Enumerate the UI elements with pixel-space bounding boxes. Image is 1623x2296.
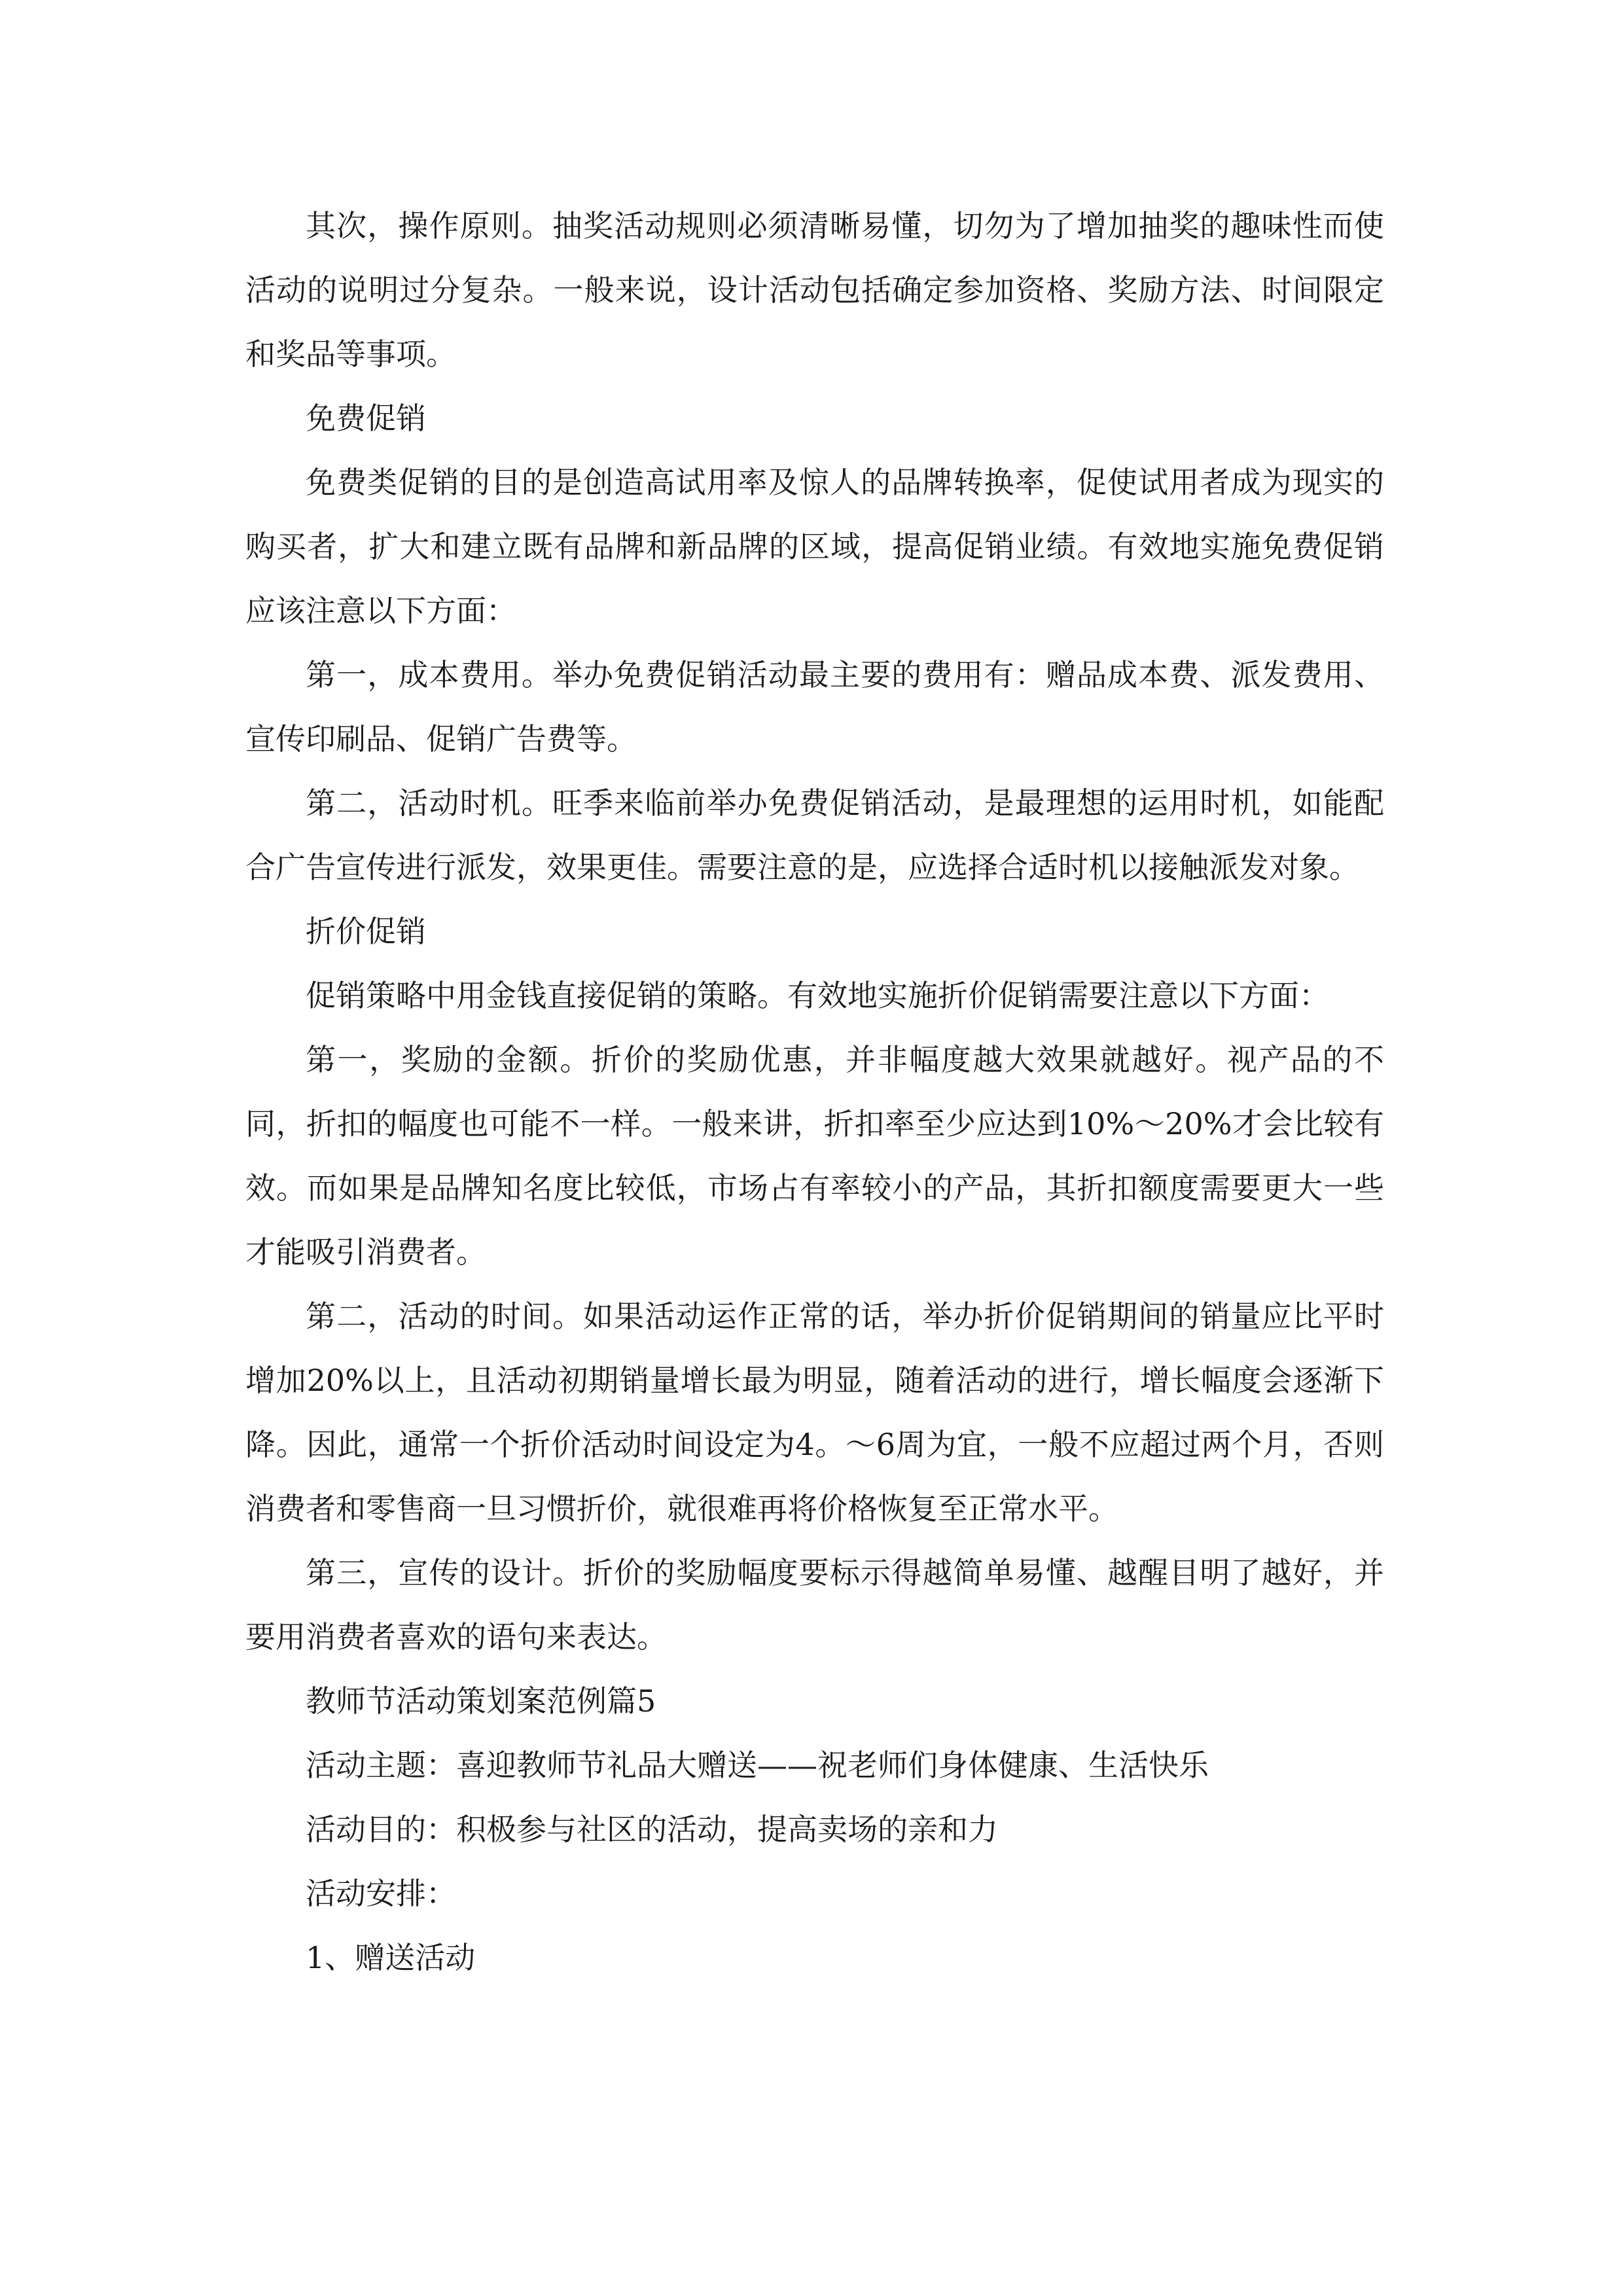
paragraph-activity-theme: 活动主题：喜迎教师节礼品大赠送——祝老师们身体健康、生活快乐 (306, 1748, 1209, 1783)
paragraph-free-cost: 第一，成本费用。举办免费促销活动最主要的费用有：赠品成本费、派发费用、宣传印刷品、促销广告费等。 (245, 657, 1384, 757)
paragraph-discount-amount: 第一，奖励的金额。折价的奖励优惠，并非幅度越大效果就越好。视产品的不同，折扣的幅度也可能不一样。一般来讲，折扣率至少应达到10%～20%才会比较有效。而如果是品牌知名度比较低，市场占有率较小的产品，其折扣额度需要更大一些才能吸引消费者。 (245, 1042, 1384, 1270)
paragraph-free-promotion-purpose: 免费类促销的目的是创造高试用率及惊人的品牌转换率，促使试用者成为现实的购买者，扩大和建立既有品牌和新品牌的区域，提高促销业绩。有效地实施免费促销应该注意以下方面： (245, 465, 1384, 628)
paragraph-activity-purpose: 活动目的：积极参与社区的活动，提高卖场的亲和力 (306, 1812, 998, 1847)
document-body (245, 194, 1384, 1990)
paragraph-free-timing: 第二，活动时机。旺季来临前举办免费促销活动，是最理想的运用时机，如能配合广告宣传进行派发，效果更佳。需要注意的是，应选择合适时机以接触派发对象。 (245, 785, 1384, 885)
heading-discount-promotion: 折价促销 (306, 914, 426, 949)
heading-teachers-day-plan: 教师节活动策划案范例篇5 (306, 1683, 656, 1719)
paragraph-discount-intro: 促销策略中用金钱直接促销的策略。有效地实施折价促销需要注意以下方面： (306, 978, 1329, 1013)
paragraph-operation-principle: 其次，操作原则。抽奖活动规则必须清晰易懂，切勿为了增加抽奖的趣味性而使活动的说明过分复杂。一般来说，设计活动包括确定参加资格、奖励方法、时间限定和奖品等事项。 (245, 208, 1384, 372)
heading-free-promotion: 免费促销 (306, 401, 426, 436)
paragraph-activity-arrangement: 活动安排： (306, 1876, 456, 1911)
paragraph-discount-time: 第二，活动的时间。如果活动运作正常的话，举办折价促销期间的销量应比平时增加20%以上，且活动初期销量增长最为明显，随着活动的进行，增长幅度会逐渐下降。因此，通常一个折价活动时间设定为4。～6周为宜，一般不应超过两个月，否则消费者和零售商一旦习惯折价，就很难再将价格恢复至正常水平。 (245, 1299, 1384, 1526)
paragraph-gift-activity: 1、赠送活动 (306, 1940, 476, 1975)
paragraph-discount-design: 第三，宣传的设计。折价的奖励幅度要标示得越简单易懂、越醒目明了越好，并要用消费者喜欢的语句来表达。 (245, 1555, 1384, 1655)
